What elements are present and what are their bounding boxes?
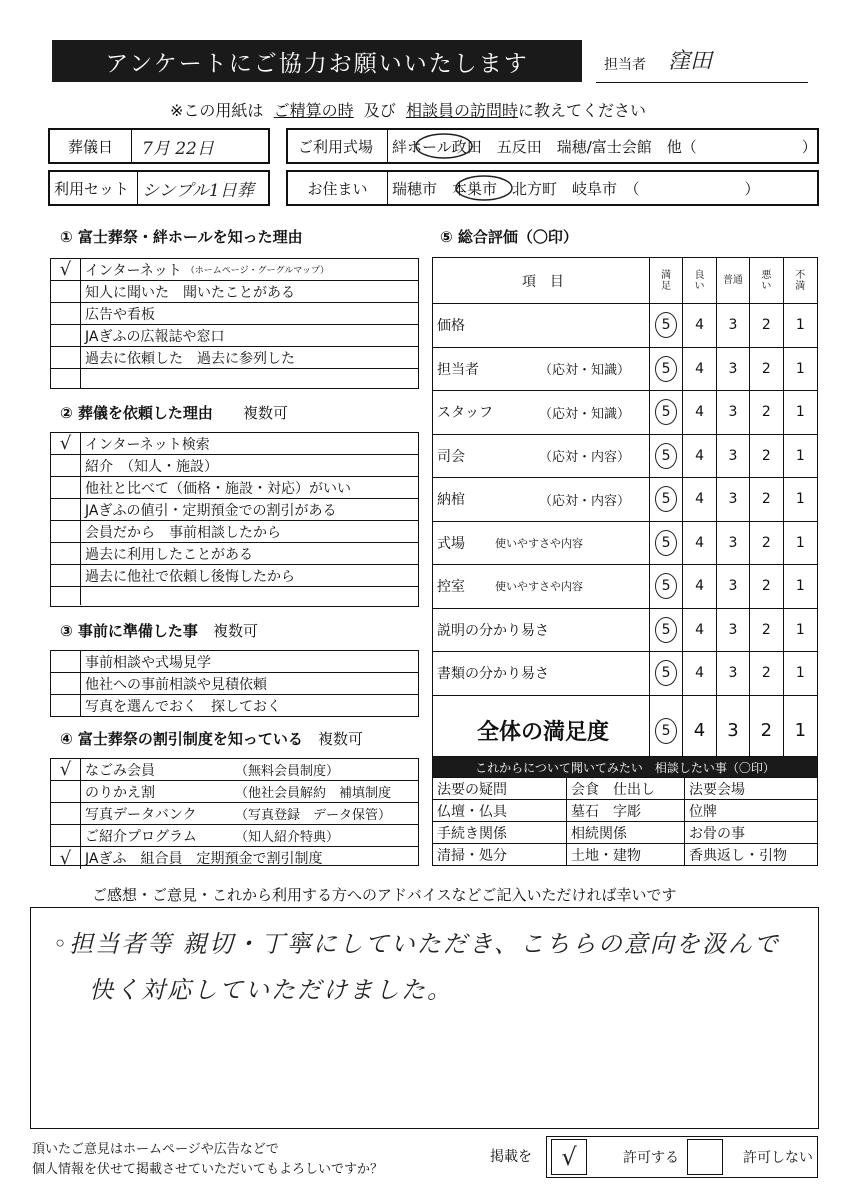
venue-selection-circle [414, 132, 474, 160]
rating-item-sub: 使いやすさや内容 [495, 580, 583, 594]
rating-option[interactable] [750, 391, 783, 434]
rating-item-sub: （応対・知識） [539, 363, 631, 379]
list-item[interactable]: 知人に聞いた 聞いたことがある [51, 281, 418, 303]
checkbox[interactable] [51, 281, 81, 302]
rating-option[interactable] [750, 565, 783, 608]
publish-question-line2: 個人情報を伏せて掲載させていただいてもよろしいですか？ [32, 1162, 384, 1177]
checkbox[interactable] [51, 651, 81, 672]
list-item[interactable]: 過去に依頼した 過去に参列した [51, 347, 418, 369]
rating-value: 3 [728, 578, 738, 595]
allow-label: 許可する [623, 1150, 679, 1166]
checkbox[interactable]: √ [51, 759, 81, 780]
rating-option[interactable] [717, 478, 750, 521]
list-item[interactable]: 写真を選んでおく 探しておく [51, 695, 418, 717]
deny-label: 許可しない [743, 1150, 813, 1166]
rating-value: 3 [727, 720, 739, 741]
rating-value: 3 [728, 317, 738, 334]
scale-label: 良い [694, 269, 705, 292]
comment-line: 快く対応していただけました。 [89, 976, 453, 1004]
rating-value: 1 [795, 578, 805, 595]
rating-selected-circle: 5 [655, 443, 677, 469]
consult-option[interactable]: 位牌 [689, 803, 717, 820]
rating-value: 3 [728, 404, 738, 421]
rating-row [433, 652, 817, 696]
checkbox[interactable] [51, 781, 81, 802]
rating-item-label: 担当者 [437, 361, 479, 378]
allow-checkbox[interactable]: √ [551, 1139, 587, 1175]
checkbox[interactable] [51, 303, 81, 324]
consult-row [433, 777, 817, 799]
list-item[interactable]: 会員だから 事前相談したから [51, 521, 418, 543]
rating-value: 2 [761, 404, 771, 421]
consult-option[interactable]: 墓石 字彫 [567, 800, 685, 821]
rating-option[interactable] [683, 696, 716, 766]
checkbox[interactable] [51, 565, 81, 586]
rating-value: 3 [728, 447, 738, 464]
rating-option[interactable] [717, 652, 750, 695]
consult-option[interactable]: 法要会場 [689, 781, 745, 798]
rating-row [433, 435, 817, 479]
consult-title: これからについて聞いてみたい 相談したい事（〇印） [433, 757, 817, 777]
rating-item [433, 348, 650, 391]
rating-value: 4 [695, 317, 704, 334]
rating-value: 3 [728, 360, 738, 377]
rating-value: 2 [761, 447, 771, 464]
list-item[interactable]: 過去に利用したことがある [51, 543, 418, 565]
rating-value: 1 [795, 404, 805, 421]
section5-title: ⑤ 総合評価（〇印） [440, 228, 578, 246]
scale-label: 満足 [661, 269, 672, 292]
list-item[interactable] [51, 587, 418, 605]
rating-value: 1 [795, 665, 805, 682]
checkbox[interactable] [51, 825, 81, 846]
rating-selected-circle: 5 [655, 486, 677, 512]
rating-option[interactable] [784, 478, 817, 521]
rating-header [433, 258, 817, 304]
rating-option[interactable] [750, 348, 783, 391]
rating-selected-circle: 5 [655, 617, 677, 643]
funeral-date-label: 葬儀日 [50, 130, 132, 162]
rating-value: 4 [693, 720, 706, 741]
rating-option[interactable] [784, 609, 817, 652]
deny-checkbox[interactable] [687, 1139, 723, 1175]
checkbox[interactable] [51, 369, 81, 388]
rating-item-sub: （応対・知識） [539, 406, 631, 422]
rating-item [433, 478, 650, 521]
section4-list [50, 758, 419, 869]
rating-option[interactable] [750, 304, 783, 347]
comments-textarea[interactable] [30, 907, 819, 1129]
rating-option[interactable] [650, 609, 683, 652]
rating-value: 1 [794, 720, 807, 741]
consult-option[interactable]: 土地・建物 [567, 844, 685, 865]
funeral-date-box [48, 128, 270, 164]
set-box [48, 170, 270, 206]
rating-item-sub: （応対・内容） [539, 450, 631, 466]
rating-item [433, 435, 650, 478]
rating-value: 1 [795, 317, 805, 334]
rating-option[interactable] [650, 652, 683, 695]
rating-option[interactable] [683, 478, 716, 521]
checkbox[interactable] [51, 347, 81, 368]
consult-option[interactable]: 法要の疑問 [433, 778, 567, 799]
notice-text: ※この用紙は ご精算の時 及び 相談員の訪問時に教えてください [170, 101, 646, 120]
rating-selected-circle: 5 [655, 356, 677, 382]
rating-option[interactable] [750, 609, 783, 652]
address-options[interactable]: 瑞穂市 本巣市 北方町 岐阜市 （ ） [392, 179, 760, 198]
section3-list [50, 650, 419, 717]
rating-value: 2 [760, 720, 773, 741]
rating-value: 1 [795, 447, 805, 464]
rating-option[interactable] [650, 565, 683, 608]
total-satisfaction-label: 全体の満足度 [476, 720, 609, 745]
section2-title: ② 葬儀を依頼した理由 複数可 [60, 404, 288, 422]
rating-option[interactable] [750, 652, 783, 695]
rating-value: 1 [795, 534, 805, 551]
rating-item [433, 391, 650, 434]
section2-list [50, 432, 419, 607]
rating-value: 2 [761, 317, 771, 334]
rating-option[interactable] [717, 435, 750, 478]
rating-item-label: 式場 [437, 535, 465, 552]
rating-value: 3 [728, 621, 738, 638]
rating-item [433, 304, 650, 347]
consult-option[interactable]: 清掃・処分 [433, 844, 567, 865]
checkbox[interactable] [51, 455, 81, 476]
rating-value: 2 [761, 621, 771, 638]
rating-option[interactable] [683, 348, 716, 391]
rating-option[interactable] [683, 565, 716, 608]
list-item[interactable]: 写真データバンク （写真登録 データ保管） [51, 803, 418, 825]
rating-option[interactable] [784, 435, 817, 478]
checkbox[interactable] [51, 499, 81, 520]
rating-value: 2 [761, 491, 771, 508]
rating-value: 4 [695, 665, 704, 682]
rating-item [433, 696, 650, 766]
consult-option[interactable]: 仏壇・仏具 [433, 800, 567, 821]
rating-row [433, 609, 817, 653]
checkbox[interactable]: √ [51, 259, 81, 280]
publish-label: 掲載を [490, 1149, 532, 1165]
rating-item [433, 565, 650, 608]
rating-option[interactable] [683, 435, 716, 478]
rating-row [433, 565, 817, 609]
rating-item-label: 説明の分かり易さ [437, 622, 549, 639]
rating-item [433, 522, 650, 565]
rating-value: 4 [695, 491, 704, 508]
rating-row [433, 348, 817, 392]
rating-option[interactable] [784, 391, 817, 434]
list-item[interactable]: 広告や看板 [51, 303, 418, 325]
comments-prompt: ご感想・ご意見・これから利用する方へのアドバイスなどご記入いただければ幸いです [92, 886, 677, 904]
consult-row [433, 799, 817, 821]
list-item[interactable]: √ インターネット （ホームページ・グーグルマップ） [51, 259, 418, 281]
rating-item [433, 609, 650, 652]
checkbox[interactable] [51, 587, 81, 605]
list-item[interactable]: JAぎふの値引・定期預金での割引がある [51, 499, 418, 521]
rating-option[interactable] [650, 304, 683, 347]
rating-item-label: 納棺 [437, 492, 465, 509]
rating-item-label: 書類の分かり易さ [437, 666, 549, 683]
rating-selected-circle: 5 [655, 530, 677, 556]
section4-title: ④ 富士葬祭の割引制度を知っている 複数可 [60, 730, 363, 748]
consult-option[interactable]: 会食 仕出し [567, 778, 685, 799]
checkbox[interactable]: √ [51, 847, 81, 869]
scale-label: 不満 [795, 269, 806, 292]
scale-label: 普通 [722, 275, 743, 286]
list-item[interactable]: √ インターネット検索 [51, 433, 418, 455]
publish-permission [546, 1136, 818, 1178]
venue-label: ご利用式場 [288, 130, 388, 162]
set-value[interactable]: シンプル1日葬 [142, 180, 254, 201]
section1-title: ① 富士葬祭・絆ホールを知った理由 [60, 228, 303, 246]
rating-option[interactable] [784, 652, 817, 695]
rating-row [433, 478, 817, 522]
consult-option[interactable]: 手続き関係 [433, 822, 567, 843]
address-box [286, 170, 819, 206]
rating-option[interactable] [650, 696, 683, 766]
checkbox[interactable] [51, 325, 81, 346]
rating-value: 2 [761, 360, 771, 377]
checkbox[interactable] [51, 477, 81, 498]
list-item[interactable]: 紹介 （知人・施設） [51, 455, 418, 477]
rating-table [432, 257, 818, 766]
rating-option[interactable] [750, 696, 783, 766]
rating-option[interactable] [717, 391, 750, 434]
rating-value: 3 [728, 534, 738, 551]
rating-value: 3 [728, 665, 738, 682]
rating-selected-circle: 5 [655, 399, 677, 425]
rating-option[interactable] [650, 522, 683, 565]
rating-selected-circle: 5 [655, 573, 677, 599]
rating-selected-circle: 5 [655, 718, 677, 744]
scale-label: 悪い [761, 269, 772, 292]
rating-value: 4 [695, 447, 704, 464]
rating-header-item: 項 目 [433, 258, 650, 303]
rating-value: 1 [795, 621, 805, 638]
rating-option[interactable] [784, 565, 817, 608]
rating-option[interactable] [717, 696, 750, 766]
rating-option[interactable] [650, 435, 683, 478]
funeral-date-value[interactable]: 7月 22日 [142, 138, 214, 159]
list-item[interactable]: ご紹介プログラム （知人紹介特典） [51, 825, 418, 847]
staff-name-handwritten[interactable]: 窪田 [668, 49, 713, 74]
rating-item-sub: （応対・内容） [539, 493, 631, 509]
rating-option[interactable] [650, 478, 683, 521]
rating-option[interactable] [750, 435, 783, 478]
rating-option[interactable] [683, 652, 716, 695]
rating-value: 2 [761, 534, 771, 551]
list-item[interactable]: √ JAぎふ 組合員 定期預金で割引制度 [51, 847, 418, 869]
rating-selected-circle: 5 [655, 660, 677, 686]
address-label: お住まい [288, 172, 388, 204]
rating-option[interactable] [717, 348, 750, 391]
checkbox[interactable] [51, 673, 81, 694]
page-title: アンケートにご協力お願いいたします [52, 40, 582, 82]
staff-underline [596, 82, 808, 83]
staff-label: 担当者 [604, 57, 646, 73]
checkbox[interactable] [51, 521, 81, 542]
rating-option[interactable] [683, 304, 716, 347]
rating-option[interactable] [650, 348, 683, 391]
consult-table [432, 756, 818, 866]
list-item[interactable]: のりかえ割 （他社会員解約 補填制度 [51, 781, 418, 803]
rating-item-label: 司会 [437, 448, 465, 465]
list-item[interactable]: 事前相談や式場見学 [51, 651, 418, 673]
list-item[interactable]: 他社への事前相談や見積依頼 [51, 673, 418, 695]
rating-value: 4 [695, 534, 704, 551]
consult-option[interactable]: お骨の事 [689, 825, 745, 842]
rating-option[interactable] [683, 391, 716, 434]
rating-value: 4 [695, 578, 704, 595]
venue-options[interactable]: 絆ホール政田 五反田 瑞穂/富士会館 他（ ） [392, 137, 817, 156]
address-selection-circle [454, 174, 514, 202]
rating-option[interactable] [784, 696, 817, 766]
set-label: 利用セット [50, 172, 138, 204]
rating-option[interactable] [717, 565, 750, 608]
consult-option[interactable]: 香典返し・引物 [689, 847, 787, 864]
rating-value: 1 [795, 491, 805, 508]
section3-title: ③ 事前に準備した事 複数可 [60, 622, 258, 640]
rating-rows [433, 304, 817, 766]
rating-row-total [433, 696, 817, 766]
rating-value: 2 [761, 578, 771, 595]
venue-box [286, 128, 819, 164]
rating-item-label: スタッフ [437, 405, 493, 422]
section1-list [50, 258, 419, 389]
rating-value: 3 [728, 491, 738, 508]
rating-option[interactable] [717, 522, 750, 565]
rating-value: 2 [761, 665, 771, 682]
rating-option[interactable] [683, 609, 716, 652]
rating-row [433, 304, 817, 348]
rating-value: 4 [695, 360, 704, 377]
rating-item-label: 価格 [437, 318, 465, 335]
checkbox[interactable] [51, 543, 81, 564]
comment-line: ◦担当者等 親切・丁寧にしていただき、こちらの意向を汲んで [53, 930, 780, 958]
rating-option[interactable] [717, 609, 750, 652]
checkbox[interactable]: √ [51, 433, 81, 454]
rating-option[interactable] [784, 522, 817, 565]
rating-row [433, 522, 817, 566]
rating-row [433, 391, 817, 435]
rating-option[interactable] [717, 304, 750, 347]
rating-item-label: 控室 [437, 579, 465, 596]
consult-row [433, 821, 817, 843]
rating-option[interactable] [784, 304, 817, 347]
checkbox[interactable] [51, 803, 81, 824]
rating-value: 4 [695, 404, 704, 421]
rating-value: 1 [795, 360, 805, 377]
consult-option[interactable]: 相続関係 [567, 822, 685, 843]
rating-option[interactable] [750, 478, 783, 521]
rating-item [433, 652, 650, 695]
rating-option[interactable] [784, 348, 817, 391]
list-item[interactable]: √ なごみ会員 （無料会員制度） [51, 759, 418, 781]
rating-item-sub: 使いやすさや内容 [495, 536, 583, 550]
consult-row [433, 843, 817, 865]
rating-option[interactable] [750, 522, 783, 565]
rating-selected-circle: 5 [655, 312, 677, 338]
list-item[interactable]: JAぎふの広報誌や窓口 [51, 325, 418, 347]
list-item[interactable]: 他社と比べて（価格・施設・対応）がいい [51, 477, 418, 499]
rating-option[interactable] [650, 391, 683, 434]
list-item[interactable] [51, 369, 418, 388]
checkbox[interactable] [51, 695, 81, 717]
rating-option[interactable] [683, 522, 716, 565]
list-item[interactable]: 過去に他社で依頼し後悔したから [51, 565, 418, 587]
publish-question-line1: 頂いたご意見はホームページや広告などで [32, 1142, 279, 1157]
rating-value: 4 [695, 621, 704, 638]
